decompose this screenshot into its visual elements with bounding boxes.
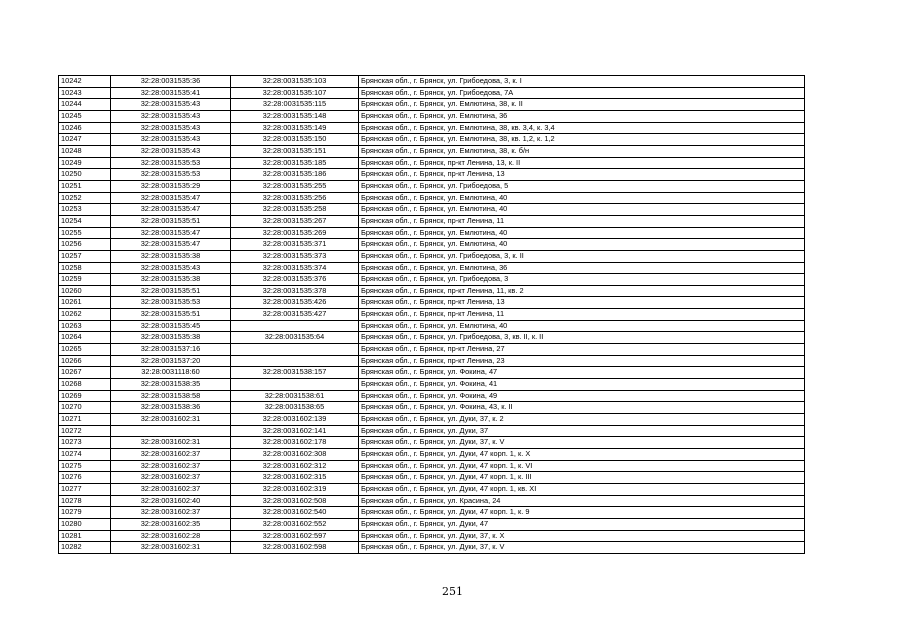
record-number-cell: 10251 xyxy=(59,180,111,192)
building-cadastral-number-cell: 32:28:0031535:256 xyxy=(231,192,359,204)
building-cadastral-number-cell: 32:28:0031535:186 xyxy=(231,169,359,181)
building-cadastral-number-cell: 32:28:0031538:61 xyxy=(231,390,359,402)
record-number-cell: 10253 xyxy=(59,204,111,216)
table-row xyxy=(59,344,805,356)
address-cell: Брянская обл., г. Брянск, ул. Фокина, 47 xyxy=(359,367,805,379)
building-cadastral-number-cell: 32:28:0031602:315 xyxy=(231,472,359,484)
address-cell: Брянская обл., г. Брянск, ул. Фокина, 43, к. II xyxy=(359,402,805,414)
address-cell: Брянская обл., г. Брянск, ул. Грибоедова, 3, к. II xyxy=(359,250,805,262)
address-cell: Брянская обл., г. Брянск, ул. Емлютина, 36 xyxy=(359,262,805,274)
address-cell: Брянская обл., г. Брянск, ул. Емлютина, 40 xyxy=(359,239,805,251)
table-row xyxy=(59,437,805,449)
building-cadastral-number-cell: 32:28:0031602:139 xyxy=(231,414,359,426)
building-cadastral-number-cell: 32:28:0031535:107 xyxy=(231,87,359,99)
record-number-cell: 10248 xyxy=(59,145,111,157)
building-cadastral-number-cell xyxy=(231,355,359,367)
building-cadastral-number-cell: 32:28:0031535:103 xyxy=(231,76,359,88)
land-cadastral-number-cell: 32:28:0031535:53 xyxy=(111,297,231,309)
table-row xyxy=(59,309,805,321)
land-cadastral-number-cell: 32:28:0031535:51 xyxy=(111,215,231,227)
table-row xyxy=(59,425,805,437)
building-cadastral-number-cell: 32:28:0031602:598 xyxy=(231,542,359,554)
record-number-cell: 10277 xyxy=(59,483,111,495)
land-cadastral-number-cell: 32:28:0031535:53 xyxy=(111,169,231,181)
record-number-cell: 10246 xyxy=(59,122,111,134)
building-cadastral-number-cell: 32:28:0031535:267 xyxy=(231,215,359,227)
table-row xyxy=(59,414,805,426)
registry-table-body xyxy=(59,76,805,554)
address-cell: Брянская обл., г. Брянск, ул. Емлютина, 38, кв. 3,4, к. 3,4 xyxy=(359,122,805,134)
address-cell: Брянская обл., г. Брянск, ул. Дуки, 47 xyxy=(359,518,805,530)
table-row xyxy=(59,180,805,192)
address-cell: Брянская обл., г. Брянск, ул. Емлютина, 40 xyxy=(359,227,805,239)
address-cell: Брянская обл., г. Брянск, ул. Грибоедова, 3, кв. II, к. II xyxy=(359,332,805,344)
land-cadastral-number-cell: 32:28:0031535:45 xyxy=(111,320,231,332)
building-cadastral-number-cell: 32:28:0031535:148 xyxy=(231,110,359,122)
address-cell: Брянская обл., г. Брянск, ул. Емлютина, 40 xyxy=(359,204,805,216)
land-cadastral-number-cell: 32:28:0031537:16 xyxy=(111,344,231,356)
address-cell: Брянская обл., г. Брянск, ул. Дуки, 37, к. V xyxy=(359,437,805,449)
land-cadastral-number-cell: 32:28:0031602:31 xyxy=(111,542,231,554)
land-cadastral-number-cell: 32:28:0031538:36 xyxy=(111,402,231,414)
table-row xyxy=(59,262,805,274)
building-cadastral-number-cell: 32:28:0031602:312 xyxy=(231,460,359,472)
address-cell: Брянская обл., г. Брянск, пр-кт Ленина, 11, кв. 2 xyxy=(359,285,805,297)
record-number-cell: 10280 xyxy=(59,518,111,530)
record-number-cell: 10267 xyxy=(59,367,111,379)
record-number-cell: 10250 xyxy=(59,169,111,181)
land-cadastral-number-cell: 32:28:0031535:29 xyxy=(111,180,231,192)
record-number-cell: 10264 xyxy=(59,332,111,344)
building-cadastral-number-cell: 32:28:0031602:597 xyxy=(231,530,359,542)
table-row xyxy=(59,157,805,169)
record-number-cell: 10247 xyxy=(59,134,111,146)
land-cadastral-number-cell: 32:28:0031602:28 xyxy=(111,530,231,542)
land-cadastral-number-cell: 32:28:0031538:58 xyxy=(111,390,231,402)
record-number-cell: 10271 xyxy=(59,414,111,426)
table-row xyxy=(59,460,805,472)
record-number-cell: 10268 xyxy=(59,379,111,391)
building-cadastral-number-cell: 32:28:0031602:552 xyxy=(231,518,359,530)
building-cadastral-number-cell: 32:28:0031535:149 xyxy=(231,122,359,134)
address-cell: Брянская обл., г. Брянск, ул. Фокина, 41 xyxy=(359,379,805,391)
land-cadastral-number-cell xyxy=(111,425,231,437)
record-number-cell: 10254 xyxy=(59,215,111,227)
land-cadastral-number-cell: 32:28:0031535:43 xyxy=(111,122,231,134)
address-cell: Брянская обл., г. Брянск, пр-кт Ленина, 11 xyxy=(359,215,805,227)
land-cadastral-number-cell: 32:28:0031535:38 xyxy=(111,274,231,286)
address-cell: Брянская обл., г. Брянск, ул. Дуки, 47 корп. 1, к. 9 xyxy=(359,507,805,519)
table-row xyxy=(59,379,805,391)
record-number-cell: 10244 xyxy=(59,99,111,111)
building-cadastral-number-cell: 32:28:0031535:376 xyxy=(231,274,359,286)
table-row xyxy=(59,449,805,461)
table-row xyxy=(59,122,805,134)
land-cadastral-number-cell: 32:28:0031535:43 xyxy=(111,262,231,274)
address-cell: Брянская обл., г. Брянск, ул. Дуки, 37 xyxy=(359,425,805,437)
building-cadastral-number-cell: 32:28:0031535:151 xyxy=(231,145,359,157)
table-row xyxy=(59,483,805,495)
table-row xyxy=(59,169,805,181)
table-row xyxy=(59,239,805,251)
address-cell: Брянская обл., г. Брянск, пр-кт Ленина, 11 xyxy=(359,309,805,321)
table-row xyxy=(59,99,805,111)
address-cell: Брянская обл., г. Брянск, ул. Емлютина, 36 xyxy=(359,110,805,122)
address-cell: Брянская обл., г. Брянск, ул. Фокина, 49 xyxy=(359,390,805,402)
record-number-cell: 10265 xyxy=(59,344,111,356)
address-cell: Брянская обл., г. Брянск, ул. Емлютина, 40 xyxy=(359,320,805,332)
land-cadastral-number-cell: 32:28:0031535:43 xyxy=(111,99,231,111)
record-number-cell: 10278 xyxy=(59,495,111,507)
address-cell: Брянская обл., г. Брянск, ул. Дуки, 37, к. V xyxy=(359,542,805,554)
land-cadastral-number-cell: 32:28:0031535:47 xyxy=(111,204,231,216)
land-cadastral-number-cell: 32:28:0031535:51 xyxy=(111,309,231,321)
building-cadastral-number-cell: 32:28:0031535:185 xyxy=(231,157,359,169)
land-cadastral-number-cell: 32:28:0031535:47 xyxy=(111,227,231,239)
record-number-cell: 10276 xyxy=(59,472,111,484)
table-row xyxy=(59,518,805,530)
land-cadastral-number-cell: 32:28:0031602:37 xyxy=(111,460,231,472)
building-cadastral-number-cell: 32:28:0031535:269 xyxy=(231,227,359,239)
land-cadastral-number-cell: 32:28:0031535:38 xyxy=(111,250,231,262)
land-cadastral-number-cell: 32:28:0031535:51 xyxy=(111,285,231,297)
building-cadastral-number-cell: 32:28:0031602:508 xyxy=(231,495,359,507)
land-cadastral-number-cell: 32:28:0031602:35 xyxy=(111,518,231,530)
land-cadastral-number-cell: 32:28:0031535:38 xyxy=(111,332,231,344)
building-cadastral-number-cell: 32:28:0031602:141 xyxy=(231,425,359,437)
record-number-cell: 10242 xyxy=(59,76,111,88)
table-row xyxy=(59,320,805,332)
address-cell: Брянская обл., г. Брянск, ул. Дуки, 47 корп. 1, к. VI xyxy=(359,460,805,472)
building-cadastral-number-cell: 32:28:0031602:178 xyxy=(231,437,359,449)
table-row xyxy=(59,530,805,542)
building-cadastral-number-cell: 32:28:0031535:371 xyxy=(231,239,359,251)
address-cell: Брянская обл., г. Брянск, ул. Дуки, 47 корп. 1, к. X xyxy=(359,449,805,461)
land-cadastral-number-cell: 32:28:0031602:40 xyxy=(111,495,231,507)
land-cadastral-number-cell: 32:28:0031535:36 xyxy=(111,76,231,88)
record-number-cell: 10275 xyxy=(59,460,111,472)
address-cell: Брянская обл., г. Брянск, ул. Дуки, 47 корп. 1, к. III xyxy=(359,472,805,484)
table-row xyxy=(59,472,805,484)
record-number-cell: 10256 xyxy=(59,239,111,251)
address-cell: Брянская обл., г. Брянск, пр-кт Ленина, 13 xyxy=(359,169,805,181)
record-number-cell: 10261 xyxy=(59,297,111,309)
record-number-cell: 10266 xyxy=(59,355,111,367)
address-cell: Брянская обл., г. Брянск, ул. Дуки, 37, к. 2 xyxy=(359,414,805,426)
address-cell: Брянская обл., г. Брянск, ул. Дуки, 47 корп. 1, кв. XI xyxy=(359,483,805,495)
registry-table xyxy=(58,75,805,554)
table-row xyxy=(59,390,805,402)
land-cadastral-number-cell: 32:28:0031535:43 xyxy=(111,145,231,157)
address-cell: Брянская обл., г. Брянск, ул. Емлютина, 38, к. б/н xyxy=(359,145,805,157)
table-row xyxy=(59,367,805,379)
address-cell: Брянская обл., г. Брянск, пр-кт Ленина, 23 xyxy=(359,355,805,367)
record-number-cell: 10252 xyxy=(59,192,111,204)
address-cell: Брянская обл., г. Брянск, ул. Грибоедова, 7А xyxy=(359,87,805,99)
building-cadastral-number-cell: 32:28:0031535:427 xyxy=(231,309,359,321)
record-number-cell: 10258 xyxy=(59,262,111,274)
table-row xyxy=(59,134,805,146)
land-cadastral-number-cell: 32:28:0031535:53 xyxy=(111,157,231,169)
table-row xyxy=(59,355,805,367)
address-cell: Брянская обл., г. Брянск, ул. Грибоедова, 3 xyxy=(359,274,805,286)
record-number-cell: 10269 xyxy=(59,390,111,402)
land-cadastral-number-cell: 32:28:0031602:37 xyxy=(111,472,231,484)
table-row xyxy=(59,145,805,157)
address-cell: Брянская обл., г. Брянск, ул. Красина, 24 xyxy=(359,495,805,507)
table-row xyxy=(59,297,805,309)
land-cadastral-number-cell: 32:28:0031535:43 xyxy=(111,110,231,122)
address-cell: Брянская обл., г. Брянск, ул. Грибоедова, 5 xyxy=(359,180,805,192)
land-cadastral-number-cell: 32:28:0031535:47 xyxy=(111,239,231,251)
record-number-cell: 10274 xyxy=(59,449,111,461)
record-number-cell: 10255 xyxy=(59,227,111,239)
record-number-cell: 10270 xyxy=(59,402,111,414)
building-cadastral-number-cell: 32:28:0031602:319 xyxy=(231,483,359,495)
address-cell: Брянская обл., г. Брянск, ул. Емлютина, 38, кв. 1,2, к. 1,2 xyxy=(359,134,805,146)
address-cell: Брянская обл., г. Брянск, пр-кт Ленина, 13 xyxy=(359,297,805,309)
table-row xyxy=(59,274,805,286)
table-row xyxy=(59,110,805,122)
building-cadastral-number-cell xyxy=(231,344,359,356)
land-cadastral-number-cell: 32:28:0031118:60 xyxy=(111,367,231,379)
record-number-cell: 10249 xyxy=(59,157,111,169)
building-cadastral-number-cell: 32:28:0031535:64 xyxy=(231,332,359,344)
record-number-cell: 10245 xyxy=(59,110,111,122)
table-row xyxy=(59,402,805,414)
record-number-cell: 10243 xyxy=(59,87,111,99)
building-cadastral-number-cell: 32:28:0031535:255 xyxy=(231,180,359,192)
building-cadastral-number-cell: 32:28:0031535:426 xyxy=(231,297,359,309)
table-row xyxy=(59,507,805,519)
record-number-cell: 10262 xyxy=(59,309,111,321)
building-cadastral-number-cell: 32:28:0031535:150 xyxy=(231,134,359,146)
building-cadastral-number-cell: 32:28:0031535:258 xyxy=(231,204,359,216)
table-row xyxy=(59,495,805,507)
record-number-cell: 10273 xyxy=(59,437,111,449)
table-row xyxy=(59,542,805,554)
address-cell: Брянская обл., г. Брянск, пр-кт Ленина, 27 xyxy=(359,344,805,356)
building-cadastral-number-cell: 32:28:0031538:157 xyxy=(231,367,359,379)
table-row xyxy=(59,250,805,262)
record-number-cell: 10257 xyxy=(59,250,111,262)
building-cadastral-number-cell: 32:28:0031602:308 xyxy=(231,449,359,461)
record-number-cell: 10279 xyxy=(59,507,111,519)
record-number-cell: 10282 xyxy=(59,542,111,554)
land-cadastral-number-cell: 32:28:0031535:47 xyxy=(111,192,231,204)
land-cadastral-number-cell: 32:28:0031602:37 xyxy=(111,507,231,519)
land-cadastral-number-cell: 32:28:0031537:20 xyxy=(111,355,231,367)
building-cadastral-number-cell: 32:28:0031538:65 xyxy=(231,402,359,414)
table-row xyxy=(59,76,805,88)
land-cadastral-number-cell: 32:28:0031535:43 xyxy=(111,134,231,146)
table-row xyxy=(59,204,805,216)
building-cadastral-number-cell: 32:28:0031535:374 xyxy=(231,262,359,274)
record-number-cell: 10272 xyxy=(59,425,111,437)
land-cadastral-number-cell: 32:28:0031602:31 xyxy=(111,414,231,426)
table-row xyxy=(59,285,805,297)
building-cadastral-number-cell: 32:28:0031535:115 xyxy=(231,99,359,111)
record-number-cell: 10263 xyxy=(59,320,111,332)
building-cadastral-number-cell: 32:28:0031602:540 xyxy=(231,507,359,519)
record-number-cell: 10260 xyxy=(59,285,111,297)
land-cadastral-number-cell: 32:28:0031535:41 xyxy=(111,87,231,99)
building-cadastral-number-cell xyxy=(231,379,359,391)
address-cell: Брянская обл., г. Брянск, пр-кт Ленина, 13, к. II xyxy=(359,157,805,169)
building-cadastral-number-cell xyxy=(231,320,359,332)
land-cadastral-number-cell: 32:28:0031602:37 xyxy=(111,449,231,461)
table-row xyxy=(59,332,805,344)
address-cell: Брянская обл., г. Брянск, ул. Дуки, 37, к. X xyxy=(359,530,805,542)
address-cell: Брянская обл., г. Брянск, ул. Емлютина, 38, к. II xyxy=(359,99,805,111)
record-number-cell: 10281 xyxy=(59,530,111,542)
land-cadastral-number-cell: 32:28:0031538:35 xyxy=(111,379,231,391)
table-row xyxy=(59,227,805,239)
table-row xyxy=(59,215,805,227)
land-cadastral-number-cell: 32:28:0031602:37 xyxy=(111,483,231,495)
table-row xyxy=(59,192,805,204)
building-cadastral-number-cell: 32:28:0031535:373 xyxy=(231,250,359,262)
record-number-cell: 10259 xyxy=(59,274,111,286)
building-cadastral-number-cell: 32:28:0031535:378 xyxy=(231,285,359,297)
page-number: 251 xyxy=(442,585,463,598)
address-cell: Брянская обл., г. Брянск, ул. Емлютина, 40 xyxy=(359,192,805,204)
land-cadastral-number-cell: 32:28:0031602:31 xyxy=(111,437,231,449)
address-cell: Брянская обл., г. Брянск, ул. Грибоедова, 3, к. I xyxy=(359,76,805,88)
table-row xyxy=(59,87,805,99)
